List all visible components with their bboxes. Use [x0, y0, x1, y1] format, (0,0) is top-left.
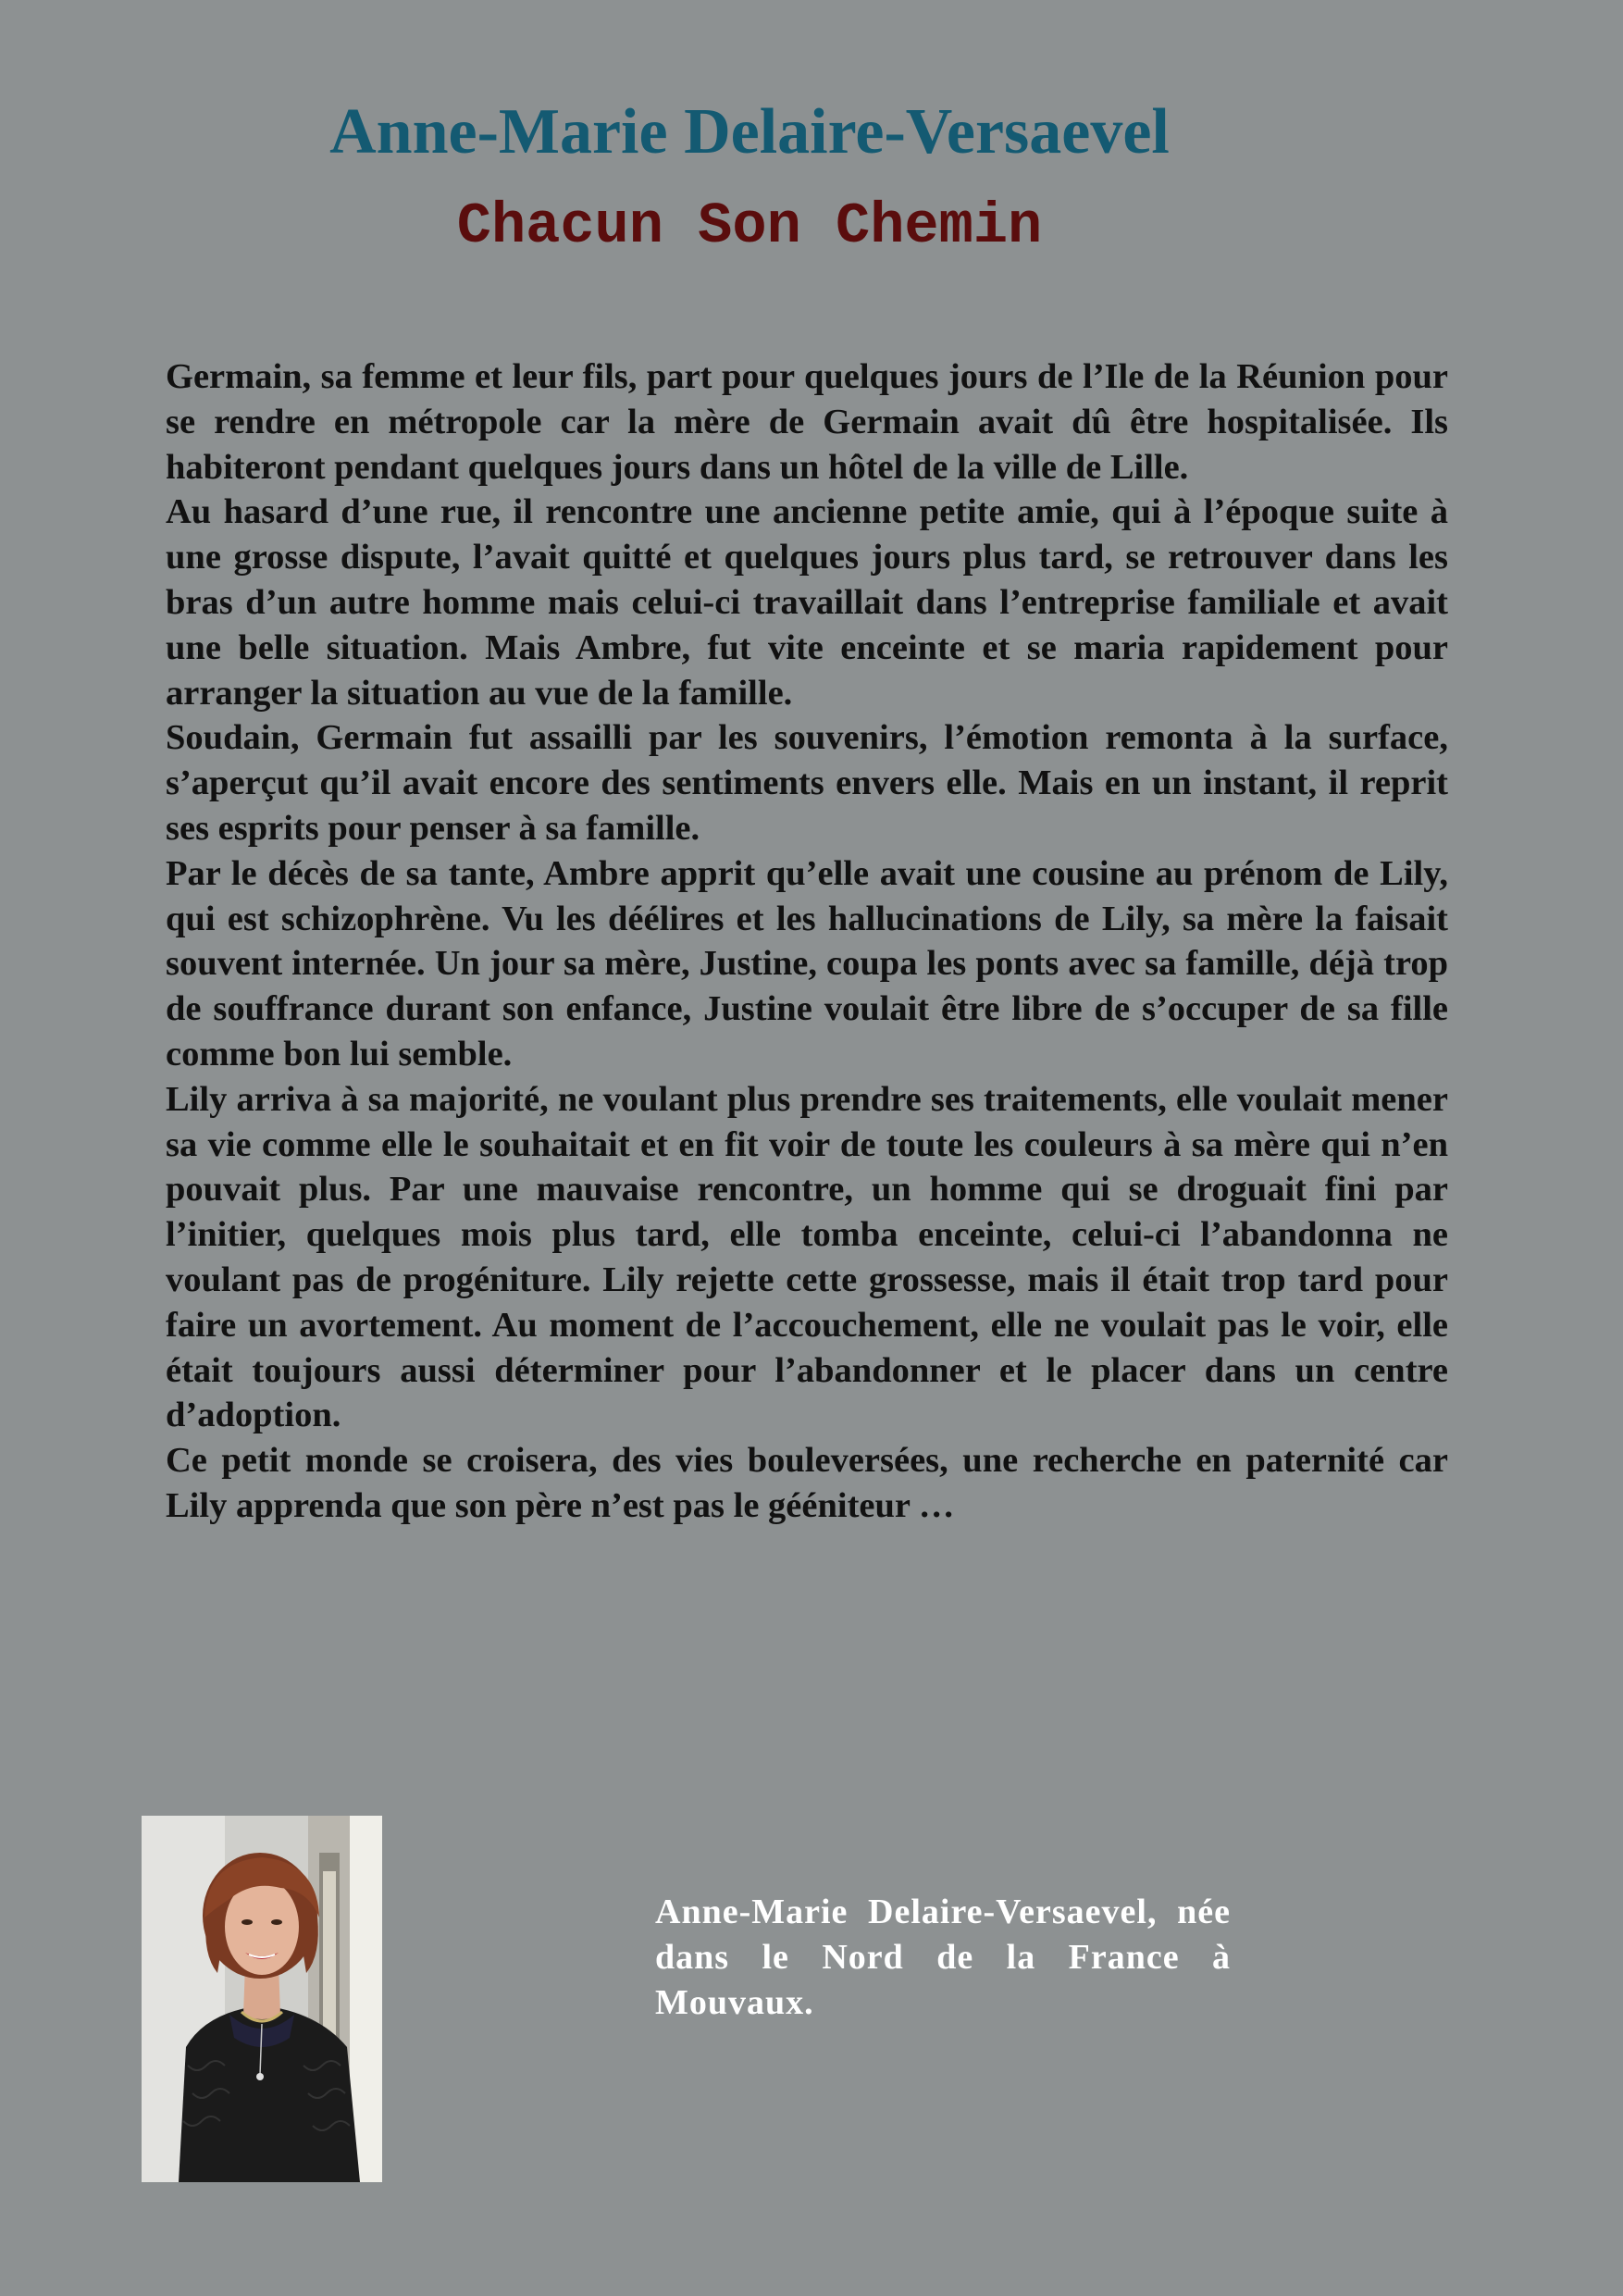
synopsis-paragraph: Germain, sa femme et leur fils, part pour quelques jours de l’Ile de la Réunion pour se rendre en métropole car la mère de Germain avait dû être hospitalisée. Ils habiteront pendant quelques jours dans un hôtel de la ville de Lille. — [166, 357, 1448, 487]
synopsis-paragraph: Par le décès de sa tante, Ambre apprit qu’elle avait une cousine au prénom de Lily, qui est schizophrène. Vu les déélires et les hallucinations de Lily, sa mère la faisait souvent internée. Un jour sa mère, Justine, coupa les ponts avec sa famille, déjà trop de souffrance durant son enfance, Justine voulait être libre de s’occuper de sa fille comme bon lui semble. — [166, 853, 1448, 1074]
synopsis — [166, 354, 1448, 1529]
synopsis-paragraph: Ce petit monde se croisera, des vies bouleversées, une recherche en paternité car Lily apprenda que son père n’est pas le gééniteur … — [166, 1441, 1448, 1525]
author-portrait-illustration — [142, 1816, 382, 2182]
author-bio: Anne-Marie Delaire-Versaevel, née dans le Nord de la France à Mouvaux. — [655, 1893, 1231, 2022]
synopsis-paragraph: Lily arriva à sa majorité, ne voulant plus prendre ses traitements, elle voulait mener sa vie comme elle le souhaitait et en fit voir de toute les couleurs à sa mère qui n’en pouvait plus. Par une mauvaise rencontre, un homme qui se droguait fini par l’initier, quelques mois plus tard, elle tomba enceinte, celui-ci l’abandonna ne voulant pas de progéniture. Lily rejette cette grossesse, mais il était trop tard pour faire un avortement. Au moment de l’accouchement, elle ne voulait pas le voir, elle était toujours aussi déterminer pour l’abandonner et le placer dans un centre d’adoption. — [166, 1079, 1448, 1435]
author-name-heading: Anne-Marie Delaire-Versaevel — [329, 96, 1170, 168]
synopsis-paragraph: Au hasard d’une rue, il rencontre une ancienne petite amie, qui à l’époque suite à une grosse dispute, l’avait quitté et quelques jours plus tard, se retrouver dans les bras d’un autre homme mais celui-ci travaillait dans l’entreprise familiale et avait une belle situation. Mais Ambre, fut vite enceinte et se maria rapidement pour arranger la situation au vue de la famille. — [166, 492, 1448, 713]
synopsis-paragraph: Soudain, Germain fut assailli par les souvenirs, l’émotion remonta à la surface, s’aperçut qu’il avait encore des sentiments envers elle. Mais en un instant, il reprit ses esprits pour penser à sa famille. — [166, 718, 1448, 848]
author-portrait — [142, 1816, 382, 2182]
book-title: Chacun Son Chemin — [456, 193, 1043, 259]
